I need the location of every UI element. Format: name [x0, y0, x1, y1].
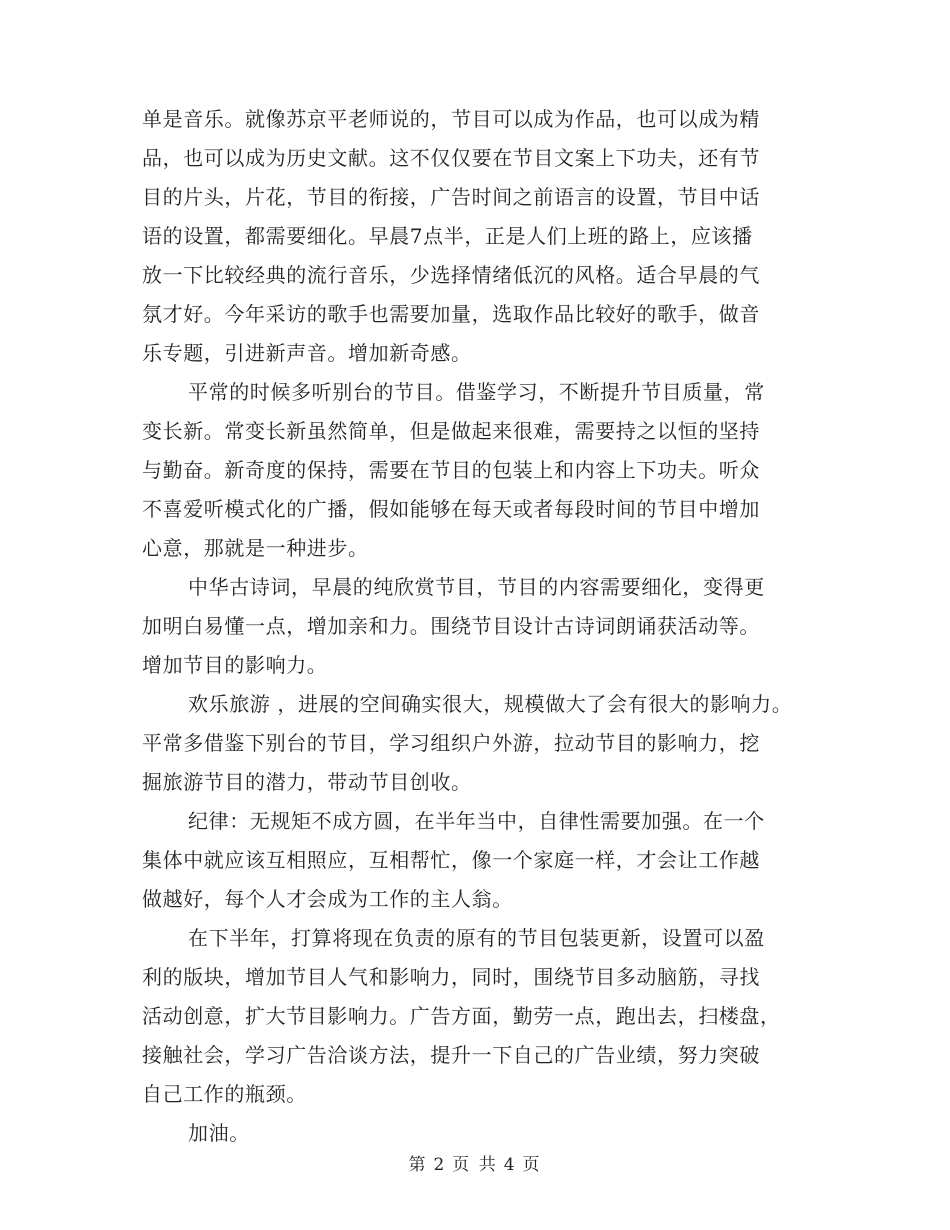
- text-line: 接触社会，学习广告洽谈方法，提升一下自己的广告业绩，努力突破: [142, 1043, 760, 1067]
- total-pages-number: 4: [503, 1155, 517, 1175]
- text-line: 在下半年，打算将现在负责的原有的节目包装更新，设置可以盈: [188, 926, 765, 950]
- text-line: 活动创意，扩大节目影响力。广告方面，勤劳一点，跑出去，扫楼盘，: [142, 1004, 781, 1028]
- paragraph: [142, 685, 822, 802]
- paragraph: [142, 1114, 822, 1153]
- text-line: 品，也可以成为历史文献。这不仅仅要在节目文案上下功夫，还有节: [142, 146, 760, 170]
- text-line: 语的设置，都需要细化。早晨7点半，正是人们上班的路上，应该播: [142, 224, 753, 248]
- paragraph: [142, 568, 822, 685]
- paragraph: [142, 373, 822, 568]
- page-label-suffix: 页: [522, 1155, 542, 1175]
- text-line: 心意，那就是一种进步。: [142, 536, 369, 560]
- text-line: 纪律：无规矩不成方圆，在半年当中，自律性需要加强。在一个: [188, 809, 765, 833]
- text-line: 自己工作的瓶颈。: [142, 1082, 307, 1106]
- text-line: 做越好，每个人才会成为工作的主人翁。: [142, 887, 513, 911]
- paragraph: [142, 802, 822, 919]
- text-line: 乐专题，引进新声音。增加新奇感。: [142, 341, 472, 365]
- text-line: 与勤奋。新奇度的保持，需要在节目的包装上和内容上下功夫。听众: [142, 458, 760, 482]
- text-line: 加油。: [188, 1121, 250, 1145]
- page-label-mid: 页 共: [452, 1155, 498, 1175]
- text-line: 利的版块，增加节目人气和影响力，同时，围绕节目多动脑筋，寻找: [142, 965, 760, 989]
- text-line: 平常的时候多听别台的节目。借鉴学习，不断提升节目质量，常: [188, 380, 765, 404]
- paragraph: [142, 919, 822, 1114]
- text-line: 目的片头，片花，节目的衔接，广告时间之前语言的设置，节目中话: [142, 185, 760, 209]
- text-line: 氛才好。今年采访的歌手也需要加量，选取作品比较好的歌手，做音: [142, 302, 760, 326]
- text-line: 单是音乐。就像苏京平老师说的，节目可以成为作品，也可以成为精: [142, 107, 760, 131]
- current-page-number: 2: [433, 1155, 447, 1175]
- text-line: 欢乐旅游 ，进展的空间确实很大，规模做大了会有很大的影响力。: [188, 692, 793, 716]
- text-line: 中华古诗词，早晨的纯欣赏节目，节目的内容需要细化，变得更: [188, 575, 765, 599]
- paragraph: [142, 100, 822, 373]
- page-label-prefix: 第: [408, 1155, 428, 1175]
- page-footer: [0, 1150, 950, 1175]
- text-line: 掘旅游节目的潜力，带动节目创收。: [142, 770, 472, 794]
- text-line: 加明白易懂一点，增加亲和力。围绕节目设计古诗词朗诵获活动等。: [142, 614, 760, 638]
- text-line: 放一下比较经典的流行音乐，少选择情绪低沉的风格。适合早晨的气: [142, 263, 760, 287]
- text-line: 不喜爱听模式化的广播，假如能够在每天或者每段时间的节目中增加: [142, 497, 760, 521]
- text-line: 变长新。常变长新虽然简单，但是做起来很难，需要持之以恒的坚持: [142, 419, 760, 443]
- text-line: 增加节目的影响力。: [142, 653, 328, 677]
- document-body: [142, 100, 822, 1153]
- text-line: 集体中就应该互相照应，互相帮忙，像一个家庭一样，才会让工作越: [142, 848, 760, 872]
- text-line: 平常多借鉴下别台的节目，学习组织户外游，拉动节目的影响力，挖: [142, 731, 760, 755]
